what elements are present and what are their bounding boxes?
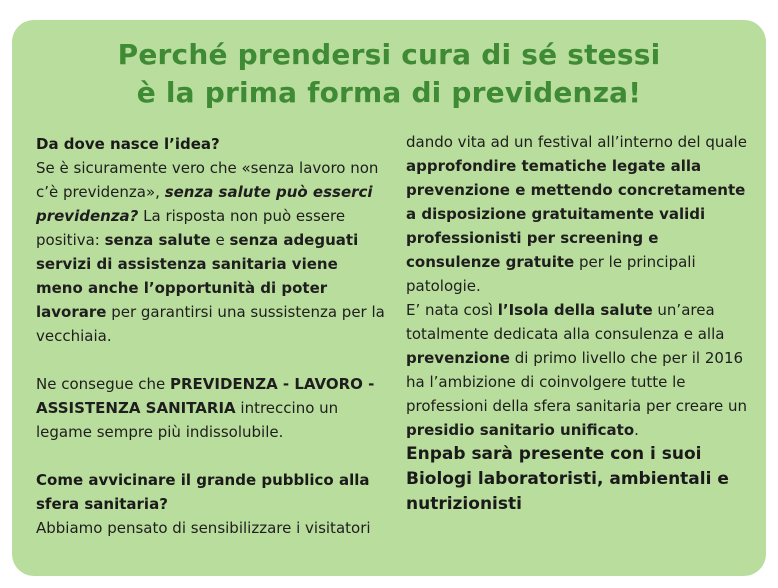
right-column <box>406 130 752 517</box>
emphasis-keywords: PREVIDENZA - LAVORO - ASSISTENZA SANITARIA <box>36 375 375 417</box>
text-run: Ne consegue che <box>36 375 170 393</box>
paragraph-visitors: Abbiamo pensato di sensibilizzare i visitatori <box>36 519 371 537</box>
spacer <box>36 444 386 468</box>
text-run: intreccino un legame sempre più indissolubile. <box>36 399 339 441</box>
paragraph-health <box>36 156 386 348</box>
paragraph-festival <box>406 130 752 298</box>
text-run: per le principali patologie. <box>406 253 696 295</box>
emphasis-text: prevenzione <box>406 349 510 367</box>
text-run: . <box>634 421 639 439</box>
info-panel <box>12 20 766 576</box>
title-line-1: Perché prendersi cura di sé stessi <box>117 38 661 71</box>
text-run: Se è sicuramente vero che «senza lavoro non c’è previdenza», <box>36 159 379 201</box>
spacer <box>36 348 386 372</box>
text-run: La risposta non può essere positiva: <box>36 207 346 249</box>
emphasis-text: approfondire tematiche legate alla prevenzione e mettendo concretamente a disposizione gratuitamente validi professionisti per screening e consulenze gratuite <box>406 157 746 271</box>
text-run: di primo livello che per il 2016 ha l’ambizione di coinvolgere tutte le professioni della sfera sanitaria per creare un <box>406 349 748 415</box>
emphasis-text: senza salute <box>104 231 211 249</box>
heading-origin: Da dove nasce l’idea? <box>36 135 220 153</box>
emphasis-question: senza salute può esserci previdenza? <box>36 183 373 225</box>
emphasis-text: presidio sanitario unificato <box>406 421 635 439</box>
paragraph-consequence <box>36 372 386 444</box>
text-run: E’ nata così <box>406 301 498 319</box>
text-run: un’area totalmente dedicata alla consulenza e alla <box>406 301 725 343</box>
left-column <box>36 132 386 540</box>
panel-title <box>12 36 766 112</box>
text-run: dando vita ad un festival all’interno del quale <box>406 133 747 151</box>
closing-statement: Enpab sarà presente con i suoi Biologi laboratoristi, ambientali e nutrizionisti <box>406 444 729 514</box>
emphasis-text: senza adeguati servizi di assistenza sanitaria viene meno anche l’opportunità di poter lavorare <box>36 231 359 321</box>
text-run: per garantirsi una sussistenza per la vecchiaia. <box>36 303 385 345</box>
title-line-2: è la prima forma di previdenza! <box>136 76 642 109</box>
text-run: e <box>210 231 230 249</box>
paragraph-isola <box>406 298 752 442</box>
heading-approach: Come avvicinare il grande pubblico alla sfera sanitaria? <box>36 471 370 513</box>
emphasis-text: l’Isola della salute <box>497 301 653 319</box>
